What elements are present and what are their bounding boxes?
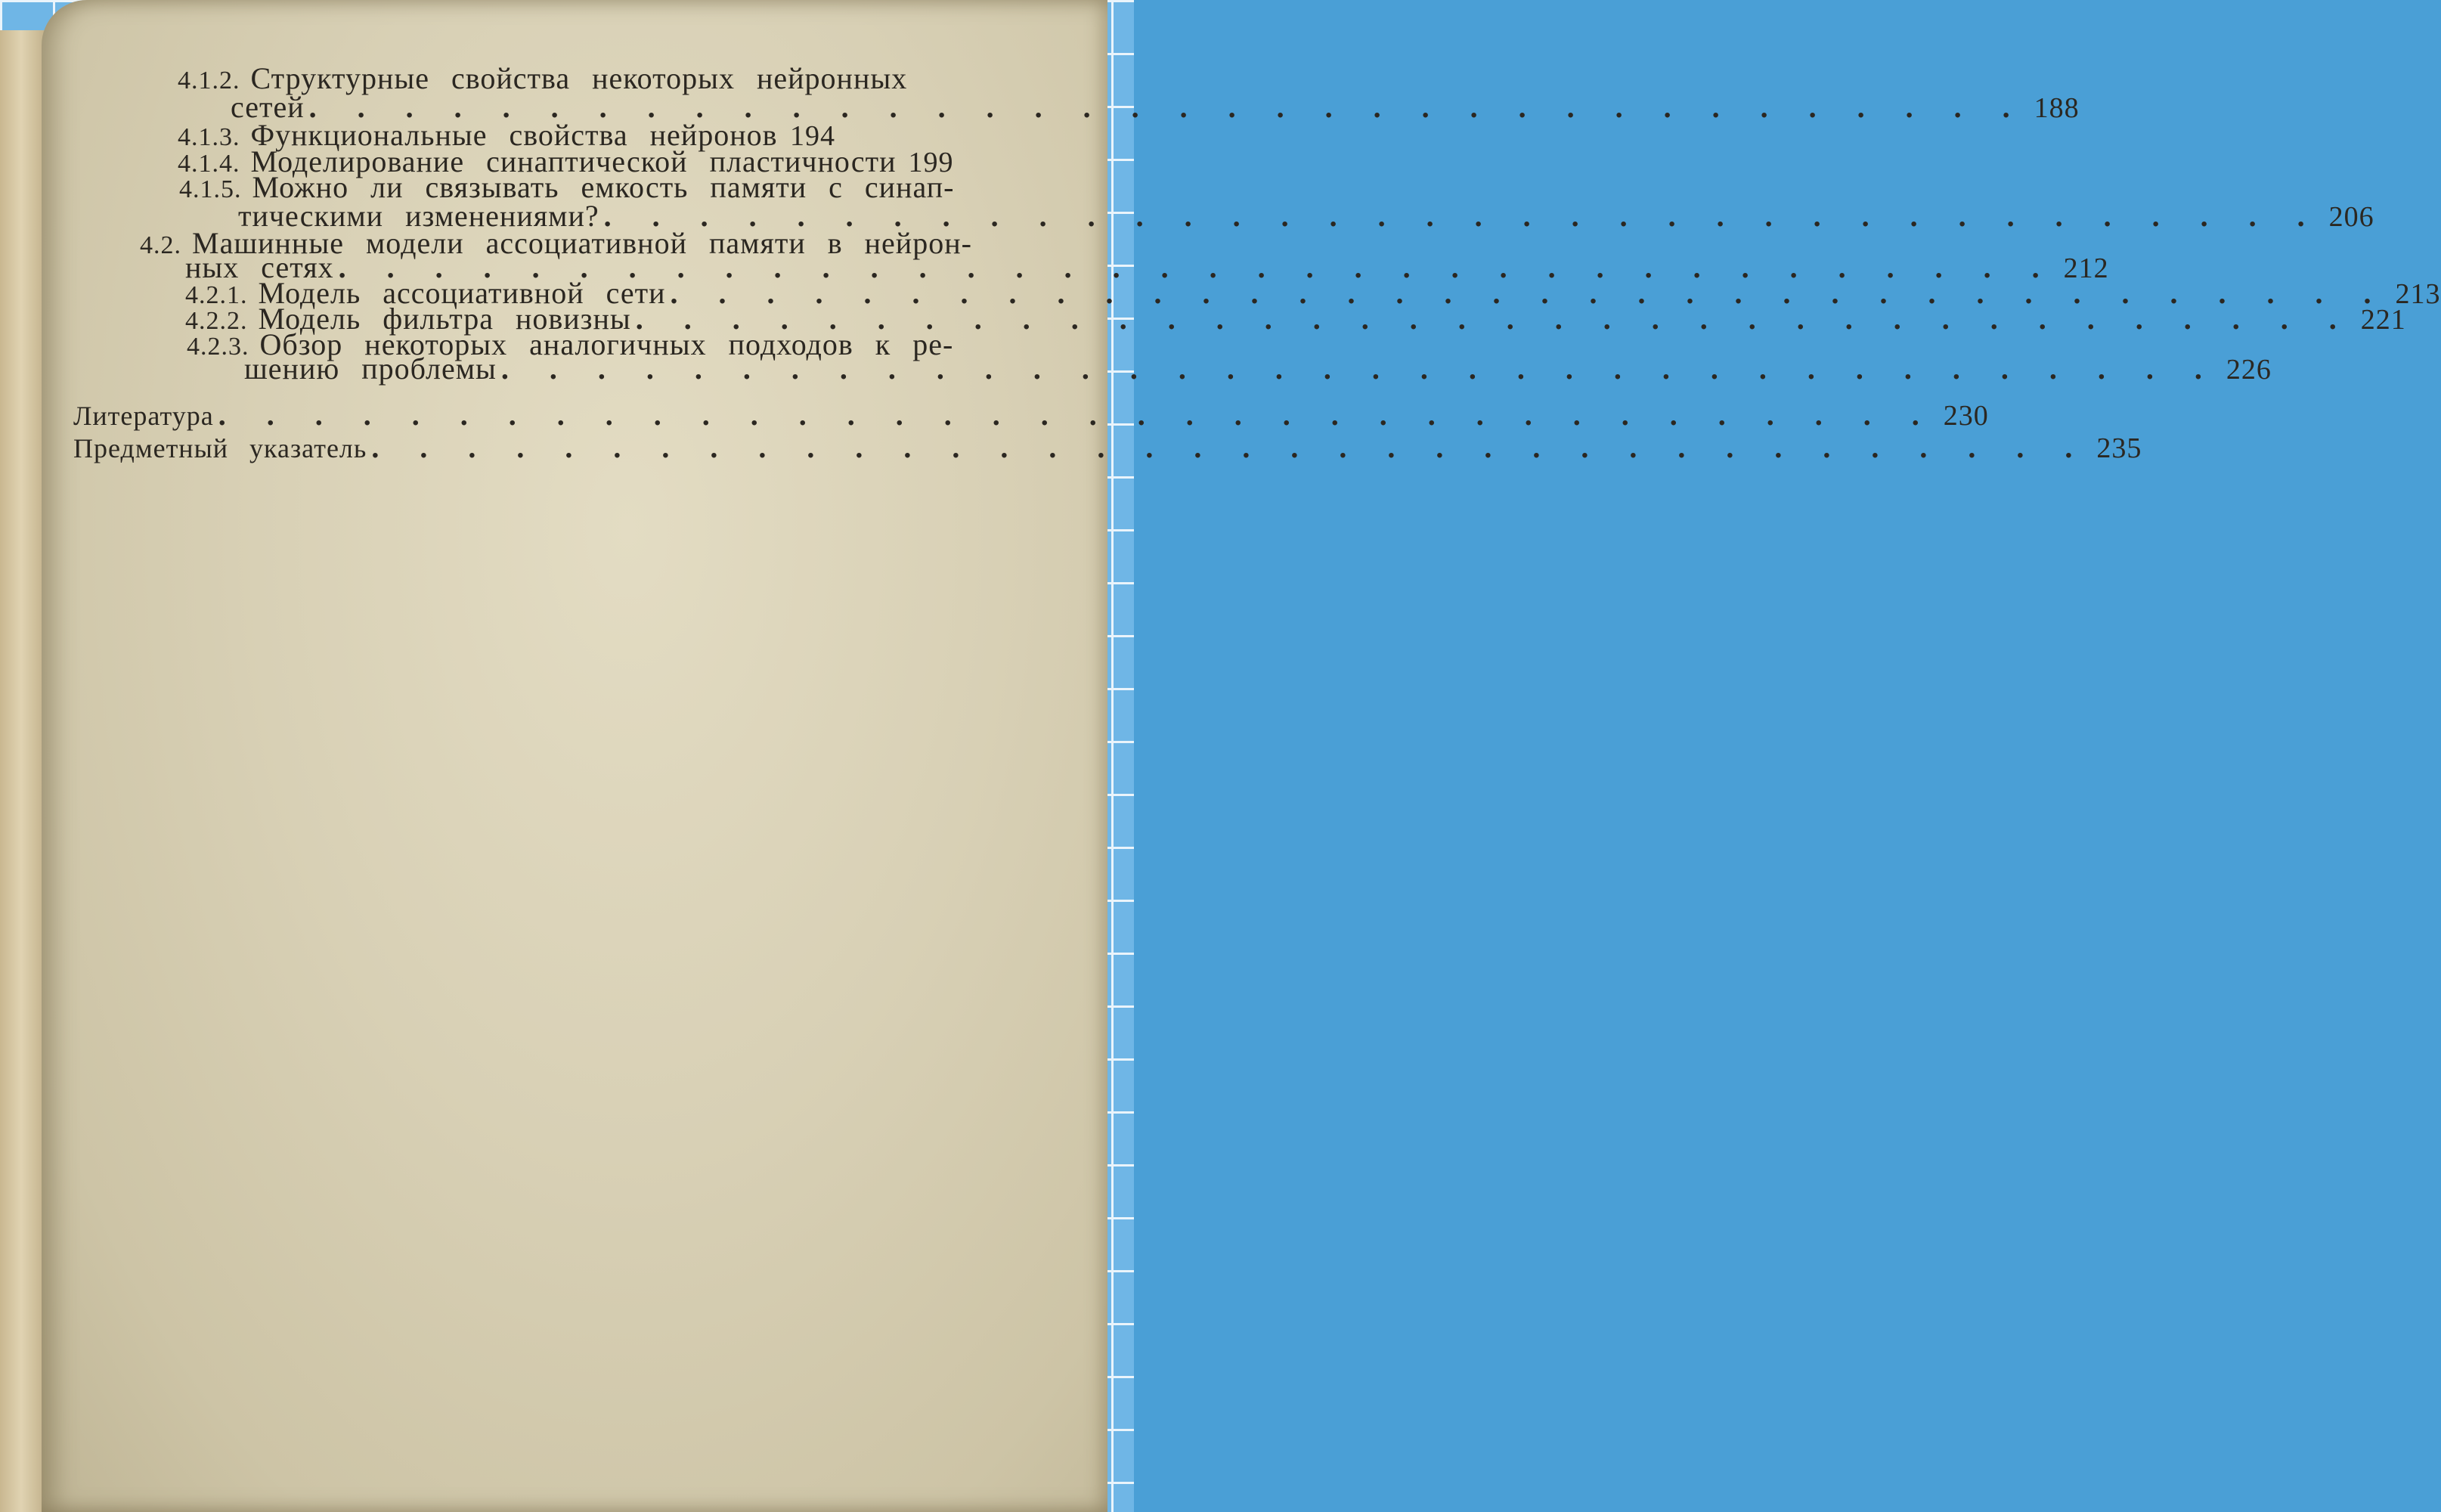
leader-dots: . . . . . . . . . . . . . . . . . . . . . . . . . . . . . . . . . . . . (338, 250, 2056, 284)
toc-page-number: 194 (790, 120, 835, 152)
toc-page-number: 221 (2360, 304, 2406, 336)
leader-dots: . . . . . . . . . . . . . . . . . . . . . . . . . . . . . . . . . . . . (603, 199, 2322, 233)
toc-entry-title-continuation: ных сетях (185, 250, 334, 284)
toc-entry-title: Модель фильтра новизны (258, 302, 631, 336)
toc-entry-title: Предметный указатель (73, 433, 367, 463)
toc-entry-number: 4.1.3. (178, 123, 240, 151)
toc-page-number: 226 (2226, 354, 2272, 386)
toc-entry-literature (73, 397, 1989, 432)
toc-entry-number: 4.2.3. (187, 333, 249, 361)
toc-entry-title-continuation: сетей (231, 90, 305, 124)
toc-entry-title: Обзор некоторых аналогичных подходов к ре- (259, 327, 954, 361)
toc-entry-number: 4.1.4. (178, 150, 240, 178)
toc-page-number: 206 (2328, 201, 2374, 233)
toc-entry-title-continuation: шению проблемы (244, 352, 497, 386)
leader-dots: . . . . . . . . . . . . . . . . . . . . . . . . . . . . . . . . . . . . (635, 302, 2353, 336)
leader-dots: . . . . . . . . . . . . . . . . . . . . . . . . . . . . . . . . . . . . (218, 398, 1936, 432)
toc-page-number: 213 (2395, 278, 2441, 310)
toc-page-number: 188 (2034, 92, 2080, 124)
toc-entry-title: Функциональные свойства нейронов (250, 118, 778, 152)
toc-entry-title: Машинные модели ассоциативной памяти в нейрон- (192, 226, 972, 260)
toc-entry-title: Структурные свойства некоторых нейронных (250, 61, 908, 95)
toc-page-number: 199 (908, 147, 954, 178)
leader-dots: . . . . . . . . . . . . . . . . . . . . . . . . . . . . . . . . . . . . (308, 90, 2027, 124)
toc-entry-subject-index (73, 429, 2142, 465)
leader-dots: . . . . . . . . . . . . . . . . . . . . . . . . . . . . . . . . . . . . (500, 352, 2219, 386)
toc-entry-4-2-3-cont (244, 351, 2272, 386)
book-page (42, 0, 2441, 1512)
toc-page-number: 235 (2096, 432, 2142, 464)
toc-entry-title: Модель ассоциативной сети (258, 276, 666, 310)
toc-entry-number: 4.1.2. (178, 67, 240, 94)
toc-entry-title: Моделирование синаптической пластичности (250, 144, 897, 178)
leader-dots: . . . . . . . . . . . . . . . . . . . . . . . . . . . . . . . . . . . . (371, 430, 2089, 464)
toc-entry-number: 4.2. (140, 231, 181, 259)
toc-page-number: 212 (2063, 253, 2109, 284)
toc-entry-title: Литература (73, 401, 214, 431)
toc-entry-number: 4.2.2. (185, 307, 248, 335)
leader-dots: . . . . . . . . . . . . . . . . . . . . . . . . . . . . . . . . . . . . (670, 276, 2388, 310)
toc-entry-number: 4.2.1. (185, 281, 248, 309)
toc-entry-title: Можно ли связывать емкость памяти с синап- (252, 170, 955, 204)
toc-entry-number: 4.1.5. (179, 175, 242, 203)
toc-entry-title-continuation: тическими изменениями? (238, 199, 599, 233)
toc-page-number: 230 (1943, 400, 1989, 432)
